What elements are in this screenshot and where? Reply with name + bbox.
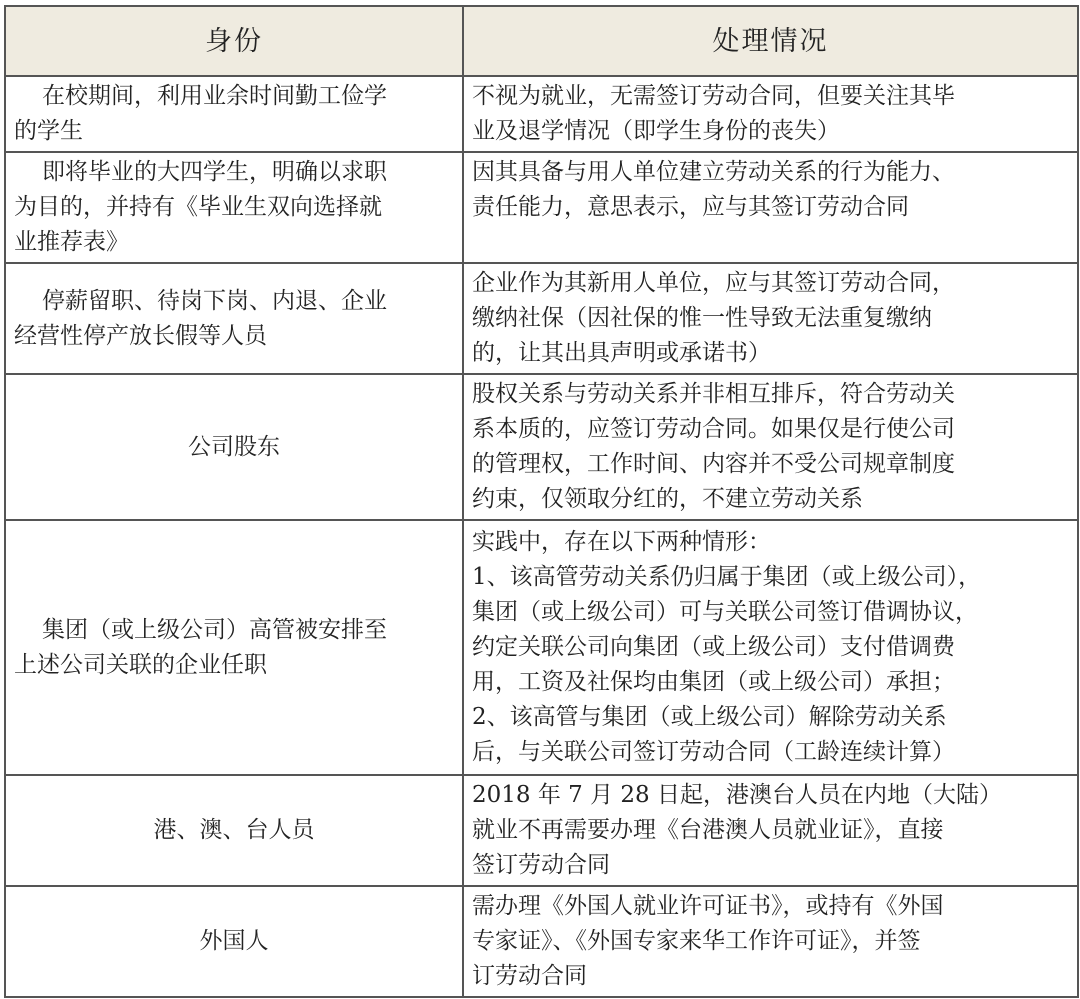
table-row — [5, 374, 1078, 520]
identity-cell — [5, 775, 463, 886]
handling-cell — [463, 76, 1078, 152]
handling-cell — [463, 152, 1078, 263]
handling-line: 2018 年 7 月 28 日起，港澳台人员在内地（大陆） — [472, 782, 1002, 808]
handling-cell — [463, 263, 1078, 374]
handling-line: 因其具备与用人单位建立劳动关系的行为能力、 — [472, 159, 955, 185]
handling-line: 约束，仅领取分红的，不建立劳动关系 — [472, 486, 863, 512]
header-identity: 身份 — [5, 6, 463, 76]
identity-line: 为目的，并持有《毕业生双向选择就 — [14, 194, 382, 220]
table-row — [5, 152, 1078, 263]
header-handling: 处理情况 — [463, 6, 1078, 76]
table-header-row — [5, 6, 1078, 76]
identity-cell — [5, 374, 463, 520]
identity-line: 即将毕业的大四学生，明确以求职 — [42, 159, 387, 185]
handling-line: 用，工资及社保均由集团（或上级公司）承担； — [472, 669, 955, 695]
table-row — [5, 263, 1078, 374]
handling-cell — [463, 886, 1078, 997]
identity-cell — [5, 263, 463, 374]
identity-line: 集团（或上级公司）高管被安排至 — [42, 616, 387, 643]
handling-line: 后，与关联公司签订劳动合同（工龄连续计算） — [472, 739, 955, 765]
handling-line: 的，让其出具声明或承诺书） — [472, 340, 771, 366]
table-row — [5, 886, 1078, 997]
table-row — [5, 520, 1078, 775]
handling-line: 业及退学情况（即学生身份的丧失） — [472, 118, 840, 144]
identity-line: 上述公司关联的企业任职 — [14, 651, 267, 678]
handling-line: 集团（或上级公司）可与关联公司签订借调协议， — [472, 599, 978, 625]
identity-cell — [5, 886, 463, 997]
identity-cell — [5, 76, 463, 152]
identity-line: 港、澳、台人员 — [153, 817, 315, 843]
handling-line: 订劳动合同 — [472, 963, 587, 989]
handling-line: 1、该高管劳动关系仍归属于集团（或上级公司）， — [472, 564, 982, 590]
table-row — [5, 775, 1078, 886]
handling-line: 约定关联公司向集团（或上级公司）支付借调费 — [472, 634, 955, 660]
handling-line: 责任能力，意思表示，应与其签订劳动合同 — [472, 194, 909, 220]
identity-cell — [5, 520, 463, 775]
handling-line: 签订劳动合同 — [472, 852, 610, 878]
handling-line: 的管理权，工作时间、内容并不受公司规章制度 — [472, 451, 955, 477]
handling-line: 需办理《外国人就业许可证书》，或持有《外国 — [472, 893, 944, 919]
handling-cell — [463, 374, 1078, 520]
handling-line: 2、该高管与集团（或上级公司）解除劳动关系 — [472, 704, 947, 730]
identity-handling-table — [4, 5, 1079, 998]
handling-line: 实践中，存在以下两种情形： — [472, 529, 771, 555]
handling-cell — [463, 520, 1078, 775]
handling-line: 企业作为其新用人单位，应与其签订劳动合同， — [472, 270, 955, 296]
handling-line: 系本质的，应签订劳动合同。如果仅是行使公司 — [472, 416, 955, 442]
identity-line: 公司股东 — [188, 433, 280, 460]
identity-line: 在校期间，利用业余时间勤工俭学 — [42, 83, 387, 109]
identity-line: 业推荐表》 — [14, 229, 129, 255]
handling-line: 股权关系与劳动关系并非相互排斥，符合劳动关 — [472, 381, 955, 407]
identity-line: 经营性停产放长假等人员 — [14, 322, 267, 349]
handling-line: 缴纳社保（因社保的惟一性导致无法重复缴纳 — [472, 305, 932, 331]
identity-line: 外国人 — [199, 928, 269, 954]
handling-line: 就业不再需要办理《台港澳人员就业证》，直接 — [472, 817, 944, 843]
handling-line: 不视为就业，无需签订劳动合同，但要关注其毕 — [472, 83, 955, 109]
handling-cell — [463, 775, 1078, 886]
identity-line: 的学生 — [14, 118, 83, 144]
handling-line: 专家证》、《外国专家来华工作许可证》，并签 — [472, 928, 921, 954]
identity-line: 停薪留职、待岗下岗、内退、企业 — [42, 287, 387, 314]
identity-cell — [5, 152, 463, 263]
table-row — [5, 76, 1078, 152]
